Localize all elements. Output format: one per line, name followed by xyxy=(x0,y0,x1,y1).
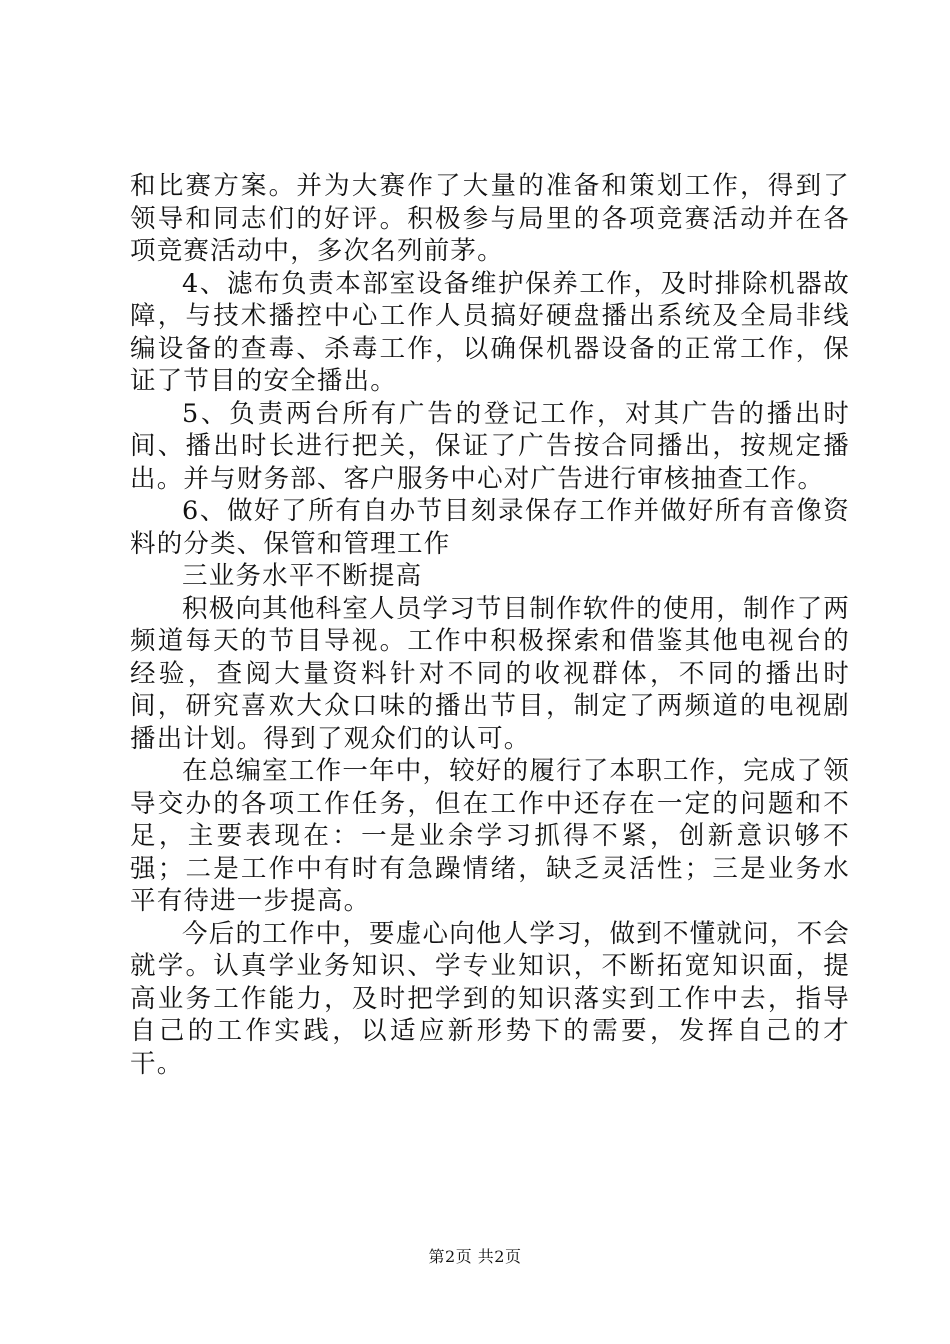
document-body xyxy=(130,170,850,1080)
paragraph-item-4: 4、滤布负责本部室设备维护保养工作，及时排除机器故障，与技术播控中心工作人员搞好硬盘播出系统及全局非线编设备的查毒、杀毒工作，以确保机器设备的正常工作，保证了节目的安全播出。 xyxy=(130,268,850,396)
paragraph-shortcomings: 在总编室工作一年中，较好的履行了本职工作，完成了领导交办的各项工作任务，但在工作中还存在一定的问题和不足，主要表现在：一是业余学习抓得不紧，创新意识够不强；二是工作中有时有急躁情绪，缺乏灵活性；三是业务水平有待进一步提高。 xyxy=(130,756,850,916)
section-heading-business-level: 三业务水平不断提高 xyxy=(182,561,423,591)
paragraph-item-6: 6、做好了所有自办节目刻录保存工作并做好所有音像资料的分类、保管和管理工作 xyxy=(130,496,850,559)
page-number-footer: 第2页 共2页 xyxy=(428,1247,522,1266)
paragraph-item-5: 5、负责两台所有广告的登记工作，对其广告的播出时间、播出时长进行把关，保证了广告按合同播出，按规定播出。并与财务部、客户服务中心对广告进行审核抽查工作。 xyxy=(130,398,850,494)
paragraph-future-work: 今后的工作中，要虚心向他人学习，做到不懂就问，不会就学。认真学业务知识、学专业知识，不断拓宽知识面，提高业务工作能力，及时把学到的知识落实到工作中去，指导自己的工作实践，以适应新形势下的需要，发挥自己的才干。 xyxy=(130,918,850,1079)
paragraph-learning: 积极向其他科室人员学习节目制作软件的使用，制作了两频道每天的节目导视。工作中积极探索和借鉴其他电视台的经验，查阅大量资料针对不同的收视群体，不同的播出时间，研究喜欢大众口味的播出节目，制定了两频道的电视剧播出计划。得到了观众们的认可。 xyxy=(130,593,850,754)
paragraph-competition-summary: 和比赛方案。并为大赛作了大量的准备和策划工作，得到了领导和同志们的好评。积极参与局里的各项竞赛活动并在各项竞赛活动中，多次名列前茅。 xyxy=(130,171,850,266)
